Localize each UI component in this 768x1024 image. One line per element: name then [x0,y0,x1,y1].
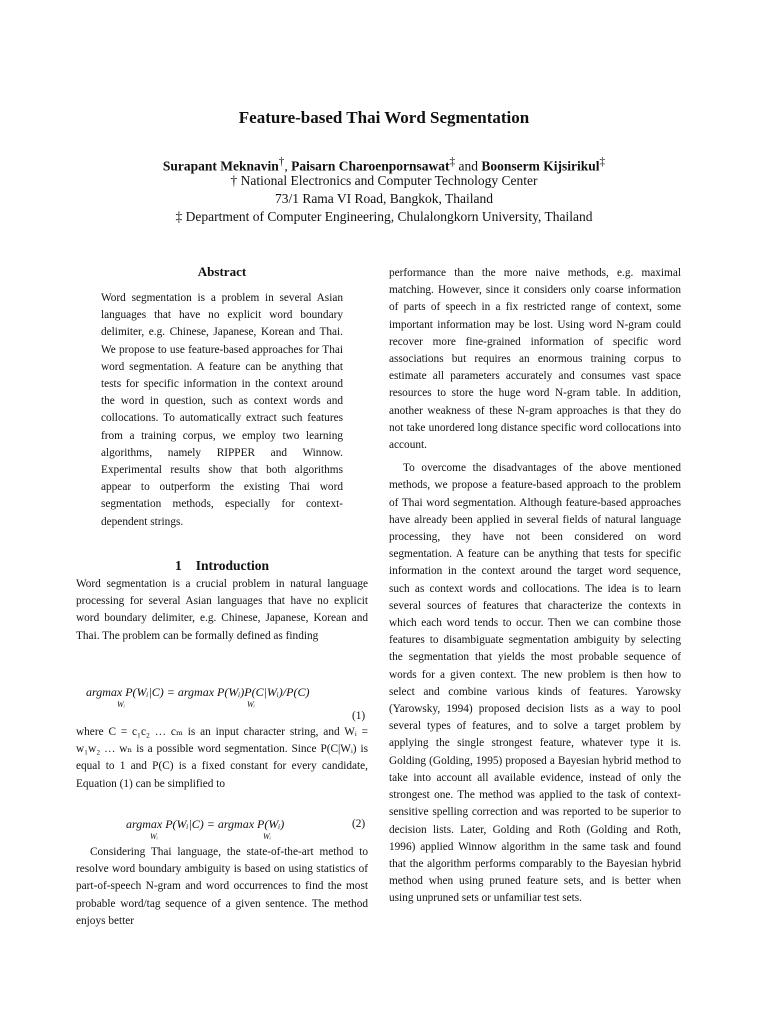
equation-2: argmax P(Wᵢ|C) = argmax P(Wᵢ) [126,817,285,831]
equation-subscript: Wᵢ [247,700,255,709]
equation-number: (2) [352,818,366,830]
author-name: Boonserm Kijsirikul [481,158,600,174]
author-separator: and [455,158,482,174]
affiliation-mark: ‡ [449,156,456,168]
affiliation-line: ‡ Department of Computer Engineering, Chulalongkorn University, Thailand [175,209,593,224]
section-title: Introduction [195,558,270,573]
affiliation-line: 73/1 Rama VI Road, Bangkok, Thailand [274,191,494,206]
equation-1: argmax P(Wᵢ|C) = argmax P(Wᵢ)P(C|Wᵢ)/P(C) [86,685,310,699]
equation-number: (1) [352,710,366,722]
author-separator: , [284,158,292,174]
intro-paragraph [76,844,368,930]
author-name: Surapant Meknavin [162,158,279,174]
intro-paragraph [76,576,368,645]
affiliation-mark: † [278,156,285,168]
section-number: 1 [174,558,182,573]
paragraph: where C = c₁c₂ … cₘ is an input character string, and Wᵢ = w₁w₂ … wₙ is a possible word segmentation. Since P(C|Wᵢ) is equal to 1 and P(C) is a fixed constant for every candidate, Equation (1) can be simplified to [76,726,368,790]
abstract-text: Word segmentation is a problem in several Asian languages that have no explicit word boundary delimiter, e.g. Chinese, Japanese, Korean and Thai. We propose to use feature-based approaches for Thai word segmentation. A feature can be anything that tests for specific information in the context around the word in question, such as context words and collocations. To automatically extract such features from a training corpus, we employ two learning algorithms, namely RIPPER and Winnow. Experimental results show that both algorithms appear to outperform the existing Thai word segmentation methods, especially for context-dependent strings. [101,292,343,528]
paragraph: performance than the more naive methods, e.g. maximal matching. However, since it considers only coarse information of parts of speech in a fix restricted range of context, some important information may be lost. Using word N-gram could recover more fine-grained information of specific word associations but requires an enormous training corpus to estimate all parameters accurately and consumes vast space resources to store the huge word N-gram table. In addition, another weakness of these N-gram approaches is that they do not take unordered long distance specific word collocations into account. [389,267,681,452]
section-heading [76,558,368,574]
equation-subscript: Wᵢ [117,700,125,709]
right-column [389,265,681,908]
intro-paragraph [76,724,368,793]
affiliation-mark: ‡ [599,156,606,168]
paragraph: Word segmentation is a crucial problem in natural language processing for several Asian languages that have no explicit word boundary delimiter, e.g. Chinese, Japanese, Korean and Thai. The problem can be formally defined as finding [76,578,368,642]
equation-subscript: Wᵢ [150,832,158,841]
paragraph: To overcome the disadvantages of the above mentioned methods, we propose a feature-based approach to the problem of Thai word segmentation. Although feature-based approaches have already been applied in several fields of natural language processing, they have not been considered on word segmentation. A feature can be anything that tests for specific information in the context around the target word sequence, such as context words and collocations. The idea is to learn several sources of features that characterize the contexts in which each word tends to occur. Then we can combine those features to disambiguate segmentation ambiguity by selecting the segmentation that yields the most probable sequence of words for a given context. The new problem is then how to select and combine various kinds of features. Yarowsky (Yarowsky, 1994) proposed decision lists as a way to pool several types of features, and to solve a target problem by applying the single strongest feature, whatever type it is. Golding (Golding, 1995) proposed a Bayesian hybrid method to take into account all available evidence, instead of only the strongest one. The method was applied to the task of context-sensitive spelling correction and was reported to be superior to decision lists. Later, Golding and Roth (Golding and Roth, 1996) applied Winnow algorithm in the same task and found that the algorithm performs comparably to the Bayesian hybrid method when using pruned feature sets, and is better when using unpruned sets or unfamiliar test sets. [389,462,681,905]
equation-subscript: Wᵢ [263,832,271,841]
paragraph: Considering Thai language, the state-of-the-art method to resolve word boundary ambiguity is based on using statistics of part-of-speech N-gram and word occurrences to find the most probable word/tag sequence of a given sentence. The method enjoys better [76,846,368,927]
author-name: Paisarn Charoenpornsawat [291,158,450,174]
paper-title: Feature-based Thai Word Segmentation [238,108,530,127]
affiliation-line: † National Electronics and Computer Technology Center [230,173,538,188]
abstract-heading: Abstract [197,264,247,279]
